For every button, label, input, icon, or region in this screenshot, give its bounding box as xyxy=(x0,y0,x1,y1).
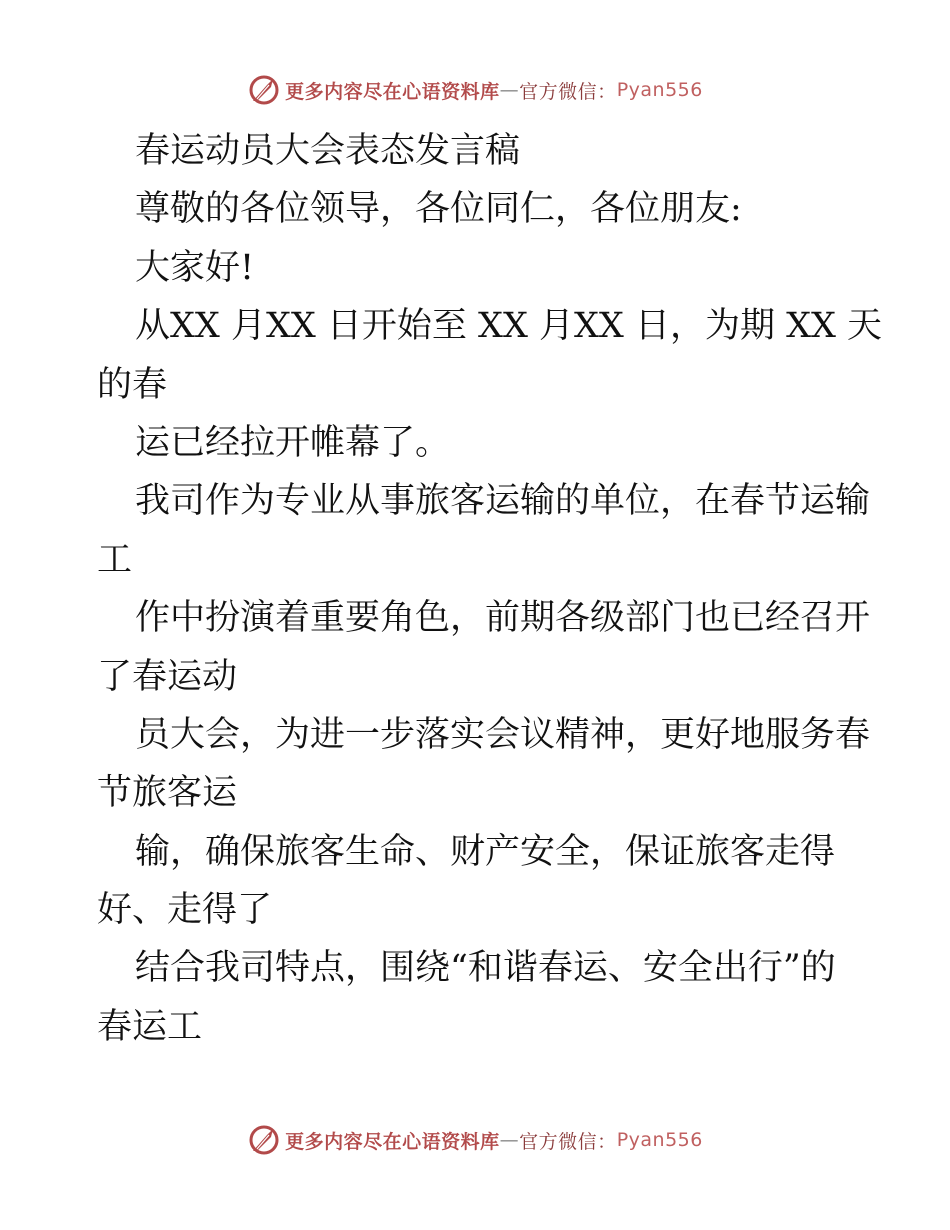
banner-site-name: 更多内容尽在心语资料库 xyxy=(285,80,500,103)
banner-dash: — xyxy=(499,1129,520,1151)
document-title: 春运动员大会表态发言稿 xyxy=(135,131,521,171)
banner-wechat-label: 官方微信： xyxy=(519,1130,617,1153)
paragraph-line: 好、走得了 xyxy=(97,890,273,931)
paragraph-line: 从XX 月XX 日开始至 XX 月XX 日，为期 XX 天 xyxy=(135,306,883,347)
paragraph-line: 我司作为专业从事旅客运输的单位，在春节运输 xyxy=(135,481,871,522)
paragraph-line: 节旅客运 xyxy=(97,773,238,814)
paragraph-line: 大家好! xyxy=(135,247,255,288)
paragraph-line: 作中扮演着重要角色，前期各级部门也已经召开 xyxy=(135,598,871,639)
paragraph-line: 工 xyxy=(97,539,133,580)
paragraph-line: 的春 xyxy=(97,364,168,405)
banner-site-name: 更多内容尽在心语资料库 xyxy=(285,1130,500,1153)
banner-wechat-label: 官方微信： xyxy=(519,80,617,103)
paragraph-line: 尊敬的各位领导，各位同仁，各位朋友: xyxy=(135,189,742,230)
paragraph-line: 输，确保旅客生命、财产安全，保证旅客走得 xyxy=(135,831,836,872)
banner-wechat-id: Pyan556 xyxy=(616,79,703,101)
document-body xyxy=(97,122,883,1056)
quill-pen-icon xyxy=(247,1123,281,1157)
paragraph-line: 运已经拉开帷幕了。 xyxy=(135,422,451,463)
footer-banner xyxy=(0,1120,950,1160)
header-banner xyxy=(0,70,950,110)
paragraph-line: 结合我司特点，围绕“和谐春运、安全出行”的 xyxy=(135,948,836,989)
banner-wechat-id: Pyan556 xyxy=(616,1129,703,1151)
banner-dash: — xyxy=(499,79,520,101)
paragraph-line: 了春运动 xyxy=(97,656,238,697)
paragraph-line: 员大会，为进一步落实会议精神，更好地服务春 xyxy=(135,714,871,755)
quill-pen-icon xyxy=(247,73,281,107)
paragraph-line: 春运工 xyxy=(97,1006,203,1047)
